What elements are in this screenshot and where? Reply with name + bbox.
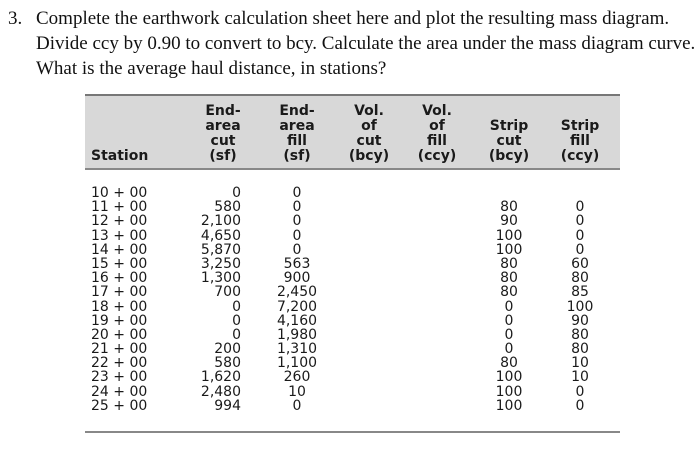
- strip-cut-cell: 0: [504, 341, 514, 358]
- header-line: cut: [210, 133, 236, 149]
- header-line: of: [361, 118, 377, 134]
- station-cell: 17 + 00: [91, 284, 148, 301]
- strip-fill-cell: 0: [575, 383, 585, 400]
- end-area-cut-cell: 0: [232, 185, 241, 201]
- header-line: cut: [496, 133, 522, 149]
- strip-fill-cell: 0: [575, 213, 585, 230]
- station-cell: 22 + 00: [91, 355, 148, 372]
- strip-cut-cell: 100: [495, 227, 523, 244]
- strip-cut-cell: 80: [500, 199, 518, 216]
- strip-fill-cell: 80: [571, 326, 589, 343]
- end-area-fill-cell: 260: [283, 369, 311, 386]
- end-area-fill-cell: 2,450: [276, 284, 318, 301]
- end-area-cut-column: [175, 186, 241, 413]
- header-line: area: [205, 118, 241, 134]
- strip-fill-cell: 90: [571, 312, 589, 329]
- end-area-cut-cell: 994: [214, 397, 241, 414]
- station-cell: 20 + 00: [91, 326, 148, 343]
- station-cell: 10 + 00: [91, 185, 148, 201]
- header-line: End-: [279, 103, 315, 119]
- problem-number: 3.: [8, 8, 23, 29]
- header-end-area-fill: [262, 102, 332, 164]
- header-line: (bcy): [348, 148, 390, 164]
- problem-line-2: Divide ccy by 0.90 to convert to bcy. Calculate the area under the mass diagram curve.: [36, 33, 696, 54]
- table-bottom-rule: [85, 431, 620, 433]
- end-area-fill-cell: 4,160: [276, 312, 318, 329]
- strip-cut-cell: 0: [504, 326, 514, 343]
- end-area-fill-cell: 10: [288, 383, 306, 400]
- problem-line-3: What is the average haul distance, in stations?: [36, 58, 387, 79]
- header-line: Strip: [560, 118, 600, 134]
- strip-cut-cell: 80: [500, 255, 518, 272]
- station-column: [91, 186, 171, 413]
- end-area-fill-cell: 0: [292, 199, 302, 216]
- end-area-fill-column: [262, 186, 332, 413]
- strip-cut-cell: 80: [500, 270, 518, 287]
- end-area-cut-cell: 3,250: [200, 255, 241, 272]
- station-cell: 25 + 00: [91, 397, 148, 414]
- strip-fill-cell: 10: [571, 355, 589, 372]
- end-area-fill-cell: 0: [292, 227, 302, 244]
- header-line: (sf): [283, 148, 311, 164]
- end-area-cut-cell: 2,480: [200, 383, 241, 400]
- station-cell: 24 + 00: [91, 383, 148, 400]
- header-line: Vol.: [354, 103, 384, 119]
- end-area-cut-cell: 580: [214, 355, 241, 372]
- station-cell: 11 + 00: [91, 199, 148, 216]
- header-line: fill: [287, 133, 307, 149]
- header-vol-cut: [334, 102, 404, 164]
- header-line: Vol.: [422, 103, 452, 119]
- problem-text: [36, 6, 696, 81]
- end-area-fill-cell: 7,200: [276, 298, 318, 315]
- strip-fill-cell: 85: [571, 284, 589, 301]
- strip-cut-cell: 100: [495, 383, 523, 400]
- end-area-cut-cell: 0: [232, 312, 241, 329]
- strip-cut-cell: 0: [504, 312, 514, 329]
- strip-fill-cell: 10: [571, 369, 589, 386]
- station-cell: 23 + 00: [91, 369, 148, 386]
- header-end-area-cut: [188, 102, 258, 164]
- strip-cut-cell: 100: [495, 397, 523, 414]
- strip-fill-cell: 80: [571, 270, 589, 287]
- strip-fill-cell: 0: [575, 199, 585, 216]
- station-cell: 21 + 00: [91, 341, 148, 358]
- header-line: cut: [356, 133, 382, 149]
- strip-fill-cell: 0: [575, 241, 585, 258]
- end-area-cut-cell: 1,620: [200, 369, 241, 386]
- end-area-fill-cell: 1,100: [276, 355, 318, 372]
- end-area-cut-cell: 5,870: [200, 241, 241, 258]
- strip-fill-cell: 0: [575, 227, 585, 244]
- end-area-cut-cell: 4,650: [200, 227, 241, 244]
- end-area-fill-cell: 900: [283, 270, 311, 287]
- header-strip-cut: [474, 102, 544, 164]
- station-cell: 12 + 00: [91, 213, 148, 230]
- strip-cut-cell: 90: [500, 213, 518, 230]
- strip-cut-cell: [474, 186, 544, 200]
- end-area-cut-cell: 200: [214, 341, 241, 358]
- header-line: fill: [570, 133, 590, 149]
- header-station: [91, 102, 171, 164]
- problem-line-1: Complete the earthwork calculation sheet here and plot the resulting mass diagram.: [36, 8, 670, 29]
- station-cell: 15 + 00: [91, 255, 148, 272]
- end-area-cut-cell: 700: [214, 284, 241, 301]
- strip-cut-cell: 80: [500, 355, 518, 372]
- end-area-fill-cell: 1,310: [276, 341, 318, 358]
- header-strip-fill: [545, 102, 615, 164]
- station-cell: 18 + 00: [91, 298, 148, 315]
- header-line: (ccy): [560, 148, 600, 164]
- end-area-fill-cell: 0: [292, 185, 302, 201]
- end-area-fill-cell: 0: [292, 397, 302, 414]
- strip-cut-column: [474, 186, 544, 413]
- end-area-cut-cell: 580: [214, 199, 241, 216]
- strip-fill-cell: 0: [575, 397, 585, 414]
- end-area-fill-cell: 563: [283, 255, 311, 272]
- header-line: (ccy): [417, 148, 457, 164]
- strip-cut-cell: 100: [495, 369, 523, 386]
- end-area-cut-cell: 0: [232, 326, 241, 343]
- earthwork-calculation-sheet: [85, 94, 620, 434]
- station-cell: 16 + 00: [91, 270, 148, 287]
- header-line: Strip: [489, 118, 529, 134]
- header-line: of: [429, 118, 445, 134]
- header-line: (sf): [209, 148, 237, 164]
- end-area-fill-cell: 0: [292, 241, 302, 258]
- header-line: (bcy): [488, 148, 530, 164]
- strip-cut-cell: 80: [500, 284, 518, 301]
- end-area-fill-cell: 0: [292, 213, 302, 230]
- station-cell: 14 + 00: [91, 241, 148, 258]
- end-area-fill-cell: 1,980: [276, 326, 318, 343]
- strip-fill-cell: 60: [571, 255, 589, 272]
- header-line: fill: [427, 133, 447, 149]
- station-cell: 19 + 00: [91, 312, 148, 329]
- header-vol-fill: [402, 102, 472, 164]
- strip-cut-cell: 0: [504, 298, 514, 315]
- strip-fill-cell: 100: [566, 298, 594, 315]
- strip-fill-cell: 80: [571, 341, 589, 358]
- end-area-cut-cell: 2,100: [200, 213, 241, 230]
- header-line: End-: [205, 103, 241, 119]
- table-header-rule: [85, 168, 620, 170]
- station-cell: 13 + 00: [91, 227, 148, 244]
- strip-fill-column: [545, 186, 615, 413]
- strip-cut-cell: 100: [495, 241, 523, 258]
- end-area-cut-cell: 1,300: [200, 270, 241, 287]
- strip-fill-cell: [545, 186, 615, 200]
- header-line: area: [279, 118, 315, 134]
- end-area-cut-cell: 0: [232, 298, 241, 315]
- header-station-line: Station: [91, 148, 149, 164]
